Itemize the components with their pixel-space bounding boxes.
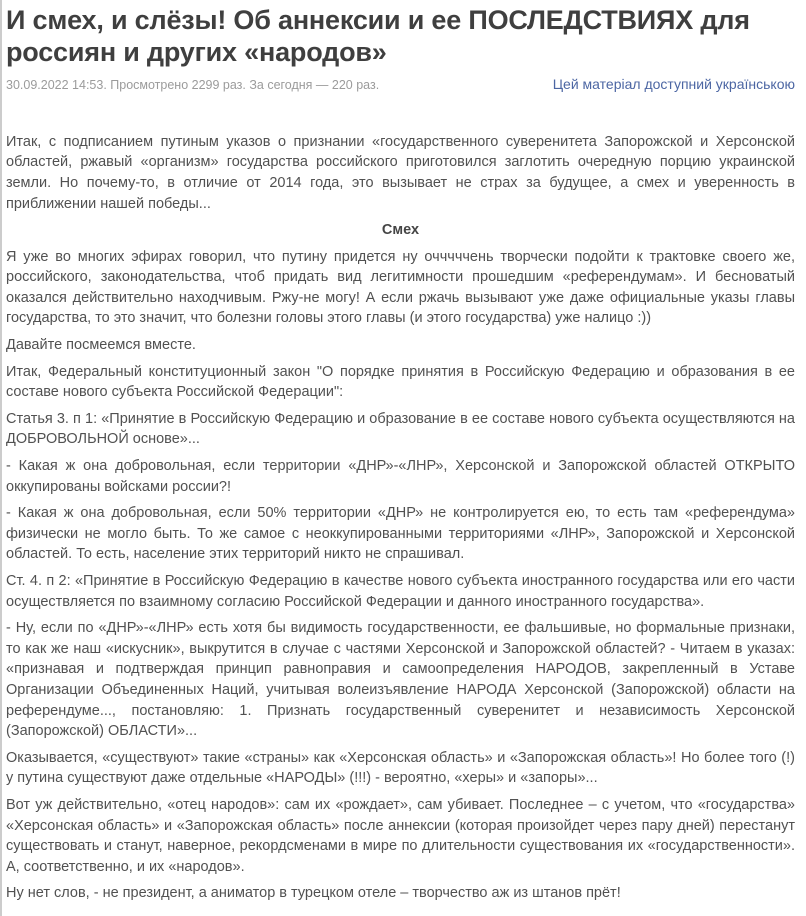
article-meta: 30.09.2022 14:53. Просмотрено 2299 раз. За сегодня — 220 раз.	[6, 77, 380, 92]
ukrainian-version-link[interactable]: Цей матеріал доступний українською	[552, 75, 795, 92]
article-paragraph: - Ну, если по «ДНР»-«ЛНР» есть хотя бы видимость государственности, ее фальшивые, но формальные признаки, то как же наш «искусник», выкрутится в случае с частями Херсонской и Запорожской областей? - Читаем в указах: «признавая и подтверждая принцип равноправия и самоопределения НАРОДОВ, закрепленный в Уставе Организации Объединенных Наций, учитывая волеизъявление НАРОДА Херсонской (Запорожской) области на референдуме..., постановляю: 1. Признать государственный суверенитет и независимость Херсонской (Запорожской) ОБЛАСТИ»...	[6, 620, 795, 740]
article-paragraph: - Какая ж она добровольная, если 50% территории «ДНР» не контролируется ею, то есть там «референдума» физически не могло быть. То же самое с неоккупированными территориями «ЛНР», Запорожской и Херсонской областей. То есть, население этих территорий никто не спрашивал.	[6, 505, 795, 563]
article-paragraph: Ну нет слов, - не президент, а аниматор в турецком отеле – творчество аж из штанов прёт!	[6, 885, 621, 902]
article-paragraph: Я уже во многих эфирах говорил, что путину придется ну очччччень творчески подойти к трактовке своего же, российского, законодательства, чтоб придать вид легитимности прошедшим «референдумам». И бесноватый оказался действительно находчивым. Ржу-не могу! А если ржачь вызывают уже даже официальные указы главы государства, то это значит, что болезни головы этого главы (и этого государства) уже налицо :))	[6, 248, 795, 327]
article-paragraph: - Какая ж она добровольная, если территории «ДНР»-«ЛНР», Херсонской и Запорожской областей ОТКРЫТО оккупированы войсками россии?!	[6, 458, 795, 495]
article-paragraph: Вот уж действительно, «отец народов»: сам их «рождает», сам убивает. Последнее – с учетом, что «государства» «Херсонская область» и «Запорожская область» после аннексии (которая произойдет через пару дней) перестанут существовать и станут, наверное, рекордсменами в мире по длительности существования их «государственности». А, соответственно, и их «народов».	[6, 796, 795, 875]
section-heading-smekh: Смех	[381, 222, 420, 239]
article-paragraph: Оказывается, «существуют» такие «страны» как «Херсонская область» и «Запорожская область»! Но более того (!) у путина существуют даже отдельные «НАРОДЫ» (!!!) - вероятно, «херы» и «запоры»...	[6, 749, 795, 787]
article-body	[6, 132, 795, 904]
article-paragraph: Ст. 4. п 2: «Принятие в Российскую Федерацию в качестве нового субъекта иностранного государства или его части осуществляется по взаимному согласию Российской Федерации и данного иностранного государства».	[6, 573, 795, 610]
article-paragraph: Итак, Федеральный конституционный закон "О порядке принятия в Российскую Федерацию и образования в ее составе нового субъекта Российской Федерации":	[6, 363, 795, 401]
article-paragraph: Давайте посмеемся вместе.	[6, 337, 196, 354]
article-title: И смех, и слёзы! Об аннексии и ее ПОСЛЕДСТВИЯХ для россиян и других «народов»	[6, 5, 750, 67]
article-paragraph: Итак, с подписанием путиным указов о признании «государственного суверенитета Запорожской и Херсонской областей, ржавый «организм» государства российского приготовился заглотить очередную порцию украинской земли. Но почему-то, в отличие от 2014 года, это вызывает не страх за будущее, а смех и уверенность в приближении нашей победы...	[6, 133, 795, 212]
meta-row	[6, 76, 795, 92]
article-paragraph: Статья 3. п 1: «Принятие в Российскую Федерацию и образование в ее составе нового субъекта осуществляются на ДОБРОВОЛЬНОЙ основе»...	[6, 410, 795, 448]
